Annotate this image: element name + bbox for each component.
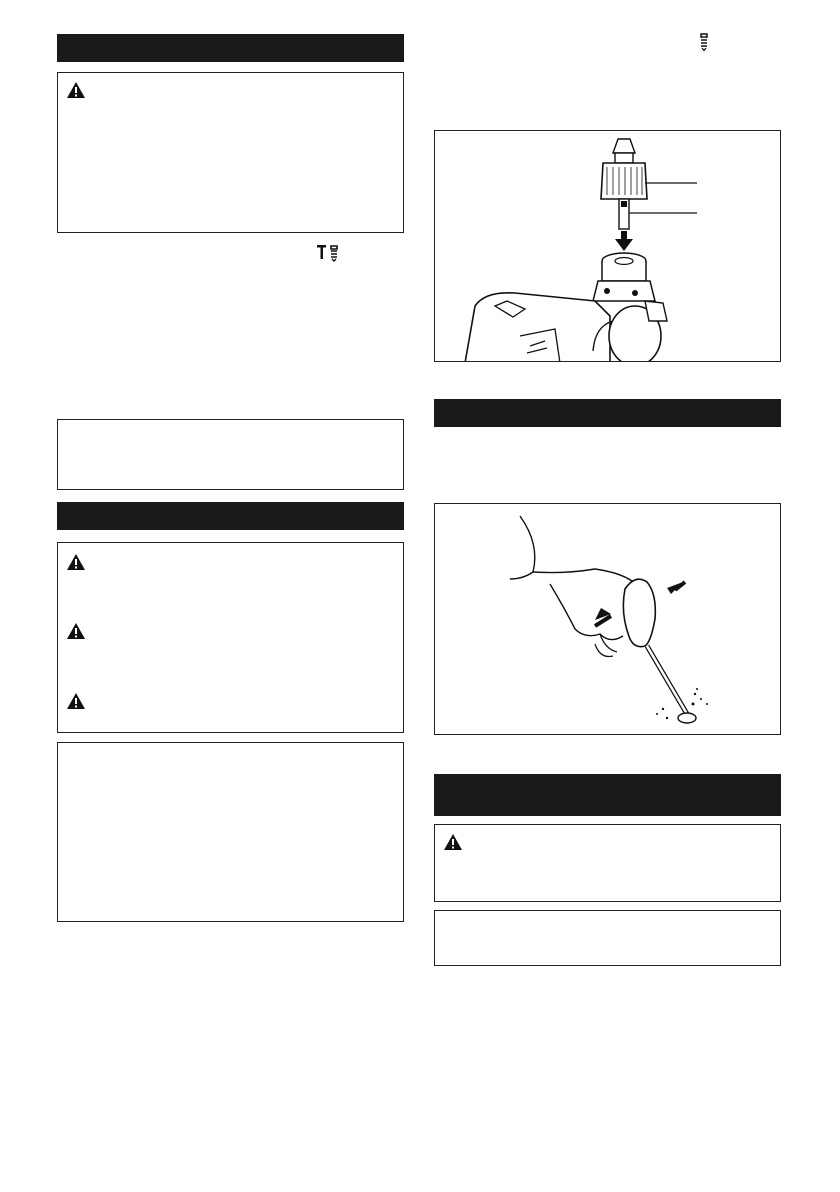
hammer-drill-mode-icon [316,244,340,262]
warning-box-3 [434,824,781,902]
warning-triangle-icon [443,833,463,851]
warning-triangle-icon [66,553,86,571]
section-header-right-bottom [434,774,781,816]
section-header-right-top [434,399,781,427]
section-header-left-middle [57,502,404,530]
note-box-2 [57,742,404,922]
figure-drill-chuck [434,130,781,362]
warning-box-2 [57,542,404,733]
note-box-3 [434,910,781,966]
note-box-1 [57,419,404,490]
section-header-left-top [57,34,404,62]
warning-triangle-icon [66,692,86,710]
warning-triangle-icon [66,622,86,640]
drill-chuck-illustration [435,131,781,362]
blow-out-bulb-illustration [435,504,781,735]
figure-blow-out-bulb [434,503,781,735]
warning-box-1 [57,72,404,233]
warning-triangle-icon [66,81,86,99]
rotation-only-mode-icon [697,32,711,52]
